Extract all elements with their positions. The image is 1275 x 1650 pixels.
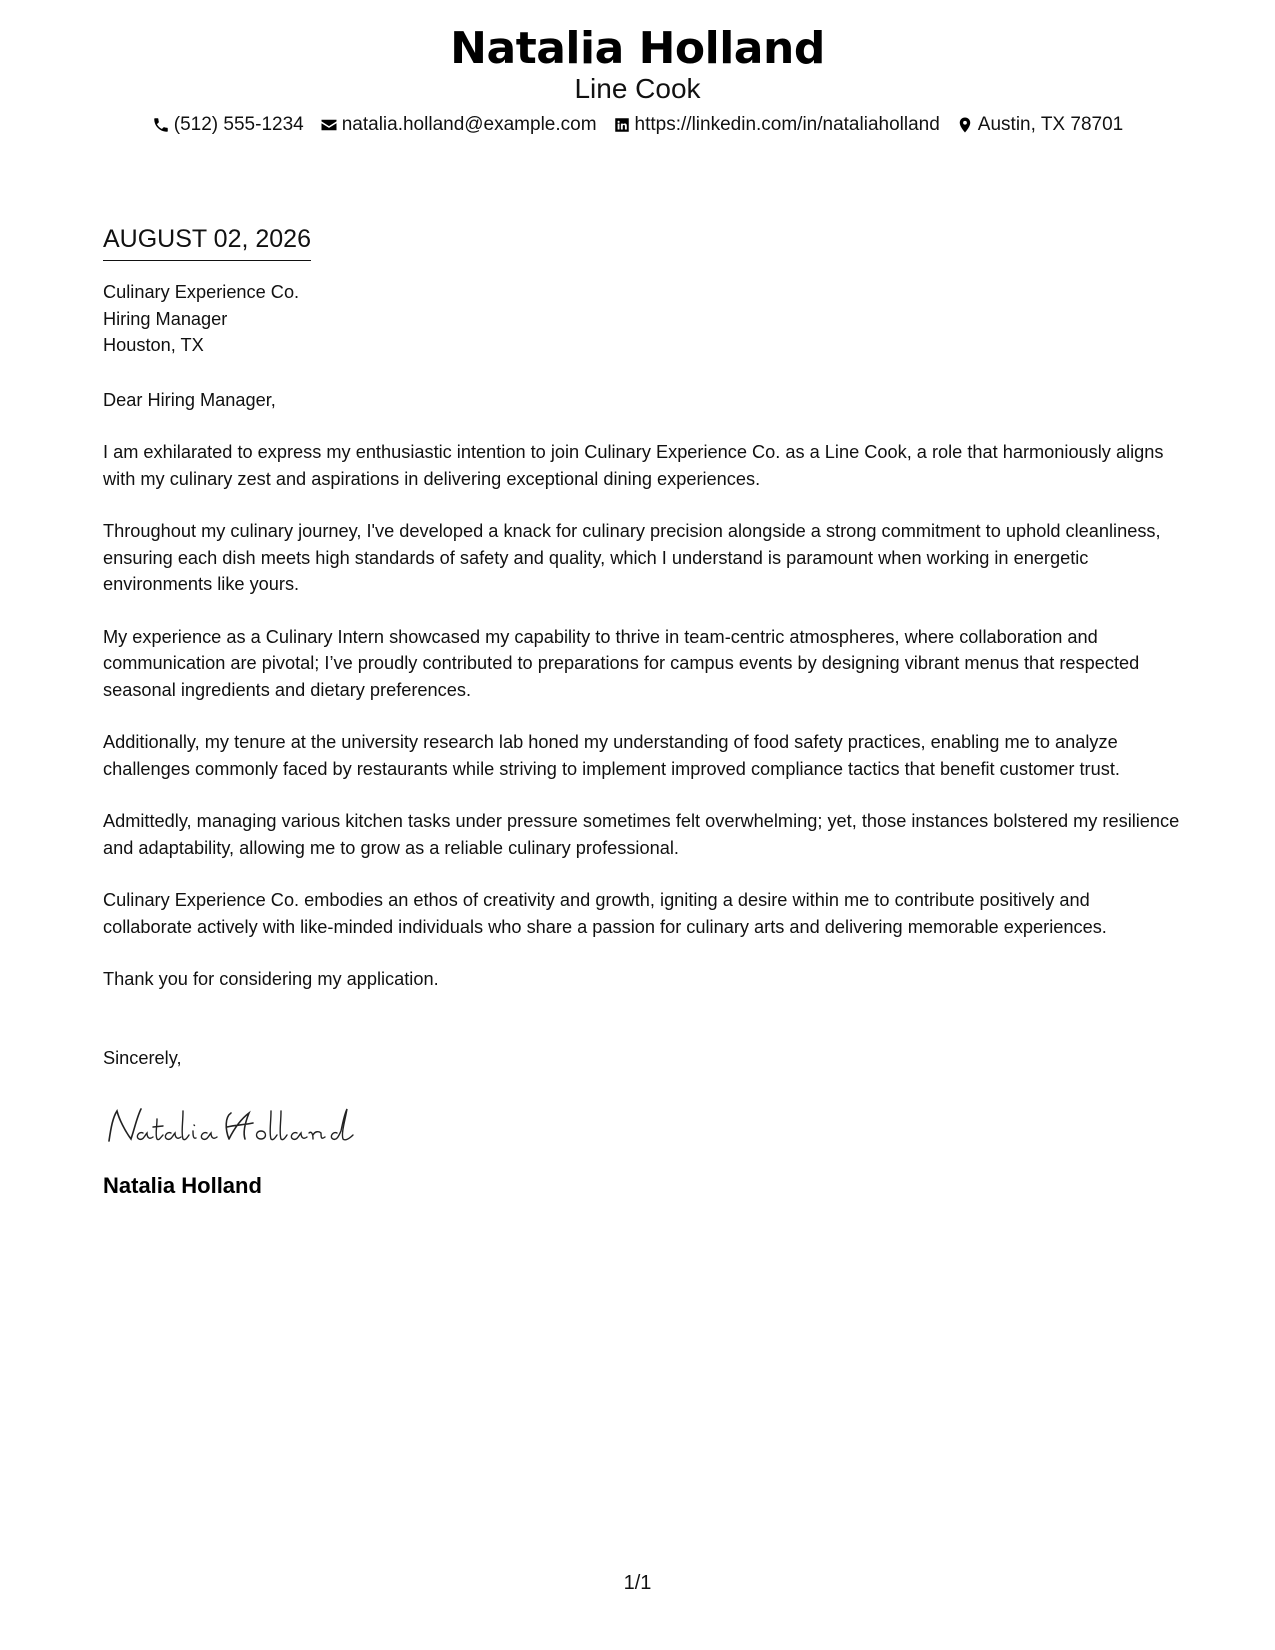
paragraph: Thank you for considering my application. <box>103 969 439 989</box>
letter-header <box>0 22 1275 138</box>
envelope-icon <box>320 116 338 134</box>
recipient-contact: Hiring Manager <box>103 308 228 329</box>
closing: Sincerely, <box>103 1047 182 1068</box>
paragraph: My experience as a Culinary Intern showcased my capability to thrive in team-centric atmospheres, where collaboration and communication are pivotal; I’ve proudly contributed to preparations for campus events by designing vibrant menus that respected seasonal ingredients and dietary preferences. <box>103 626 1140 700</box>
handwritten-signature <box>103 1097 1183 1157</box>
contact-phone[interactable] <box>152 112 304 138</box>
map-marker-icon <box>956 116 974 134</box>
contact-location <box>956 112 1123 138</box>
linkedin-icon <box>613 116 631 134</box>
paragraph: I am exhilarated to express my enthusiastic intention to join Culinary Experience Co. as a Line Cook, a role that harmoniously aligns with my culinary zest and aspirations in delivering exceptional dining experiences. <box>103 442 1164 489</box>
location-text: Austin, TX 78701 <box>977 114 1124 135</box>
paragraph: Culinary Experience Co. embodies an ethos of creativity and growth, igniting a desire within me to contribute positively and collaborate actively with like-minded individuals who share a passion for culinary arts and delivering memorable experiences. <box>103 890 1107 937</box>
letter-date: AUGUST 02, 2026 <box>103 222 311 261</box>
page-number: 1/1 <box>623 1572 652 1594</box>
signed-name: Natalia Holland <box>103 1173 262 1198</box>
job-title: Line Cook <box>574 73 701 104</box>
contact-linkedin[interactable] <box>613 112 940 138</box>
email-text: natalia.holland@example.com <box>341 114 597 135</box>
letter-body <box>103 222 1183 1201</box>
applicant-name: Natalia Holland <box>450 23 825 74</box>
recipient-location: Houston, TX <box>103 335 204 355</box>
salutation: Dear Hiring Manager, <box>103 389 276 410</box>
recipient-company: Culinary Experience Co. <box>103 282 300 302</box>
paragraph: Admittedly, managing various kitchen tasks under pressure sometimes felt overwhelming; yet, those instances bolstered my resilience and adaptability, allowing me to grow as a reliable culinary professional. <box>103 811 1180 858</box>
recipient-block <box>103 279 1183 359</box>
contact-bar <box>0 112 1275 138</box>
linkedin-text: https://linkedin.com/in/nataliaholland <box>634 114 940 135</box>
paragraph: Throughout my culinary journey, I've developed a knack for culinary precision alongside a strong commitment to uphold cleanliness, ensuring each dish meets high standards of safety and quality, which I understand is paramount when working in energetic environments like yours. <box>103 521 1161 594</box>
phone-text: (512) 555-1234 <box>173 114 304 135</box>
contact-email[interactable] <box>320 112 597 138</box>
paragraph: Additionally, my tenure at the university research lab honed my understanding of food safety practices, enabling me to analyze challenges commonly faced by restaurants while striving to implement improved compliance tactics that benefit customer trust. <box>103 732 1120 779</box>
phone-icon <box>152 116 170 134</box>
